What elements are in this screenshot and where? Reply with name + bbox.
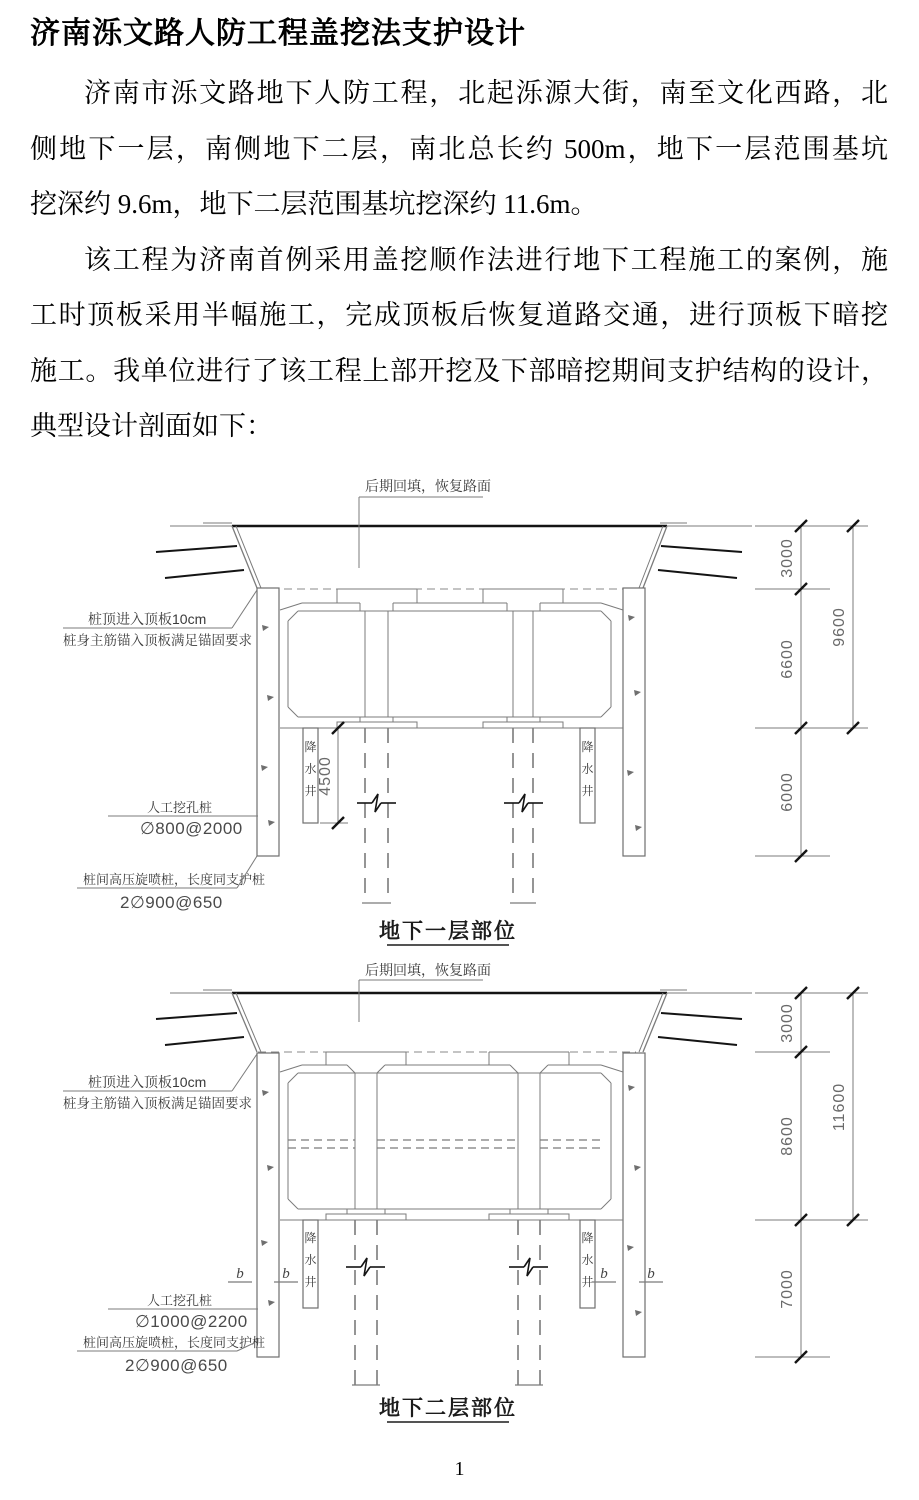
break-symbol — [357, 794, 396, 812]
section-marker-b: b — [282, 1266, 290, 1282]
column-piles — [346, 1220, 548, 1385]
right-well-label: 降水井 — [581, 740, 594, 798]
pile-label: 人工挖孔桩 — [147, 800, 213, 815]
figure2-caption — [379, 1396, 517, 1422]
pile-label: 人工挖孔桩 — [147, 1293, 213, 1308]
dim-7000: 7000 — [779, 1269, 796, 1309]
dim-3000: 3000 — [779, 1003, 796, 1043]
page-title: 济南泺文路人防工程盖挖法支护设计 — [30, 17, 526, 50]
figure2-drawing — [40, 950, 880, 1437]
left-well-label: 降水井 — [304, 740, 317, 798]
paragraph2-line1: 该工程为济南首例采用盖挖顺作法进行地下工程施工的案例，施 — [84, 244, 888, 275]
jet-grout-spec: 2∅900@650 — [120, 893, 223, 912]
paragraph2-line4: 典型设计剖面如下： — [30, 411, 273, 441]
floor-structure — [280, 717, 623, 728]
dewatering-wells — [303, 728, 595, 823]
well-depth-dimension — [317, 722, 348, 829]
column-piles — [357, 728, 543, 903]
columns — [355, 1073, 540, 1209]
dimension-lines — [755, 520, 868, 862]
jet-grout-label: 桩间高压旋喷桩，长度同支护桩 — [83, 1335, 266, 1350]
section-marker-b: b — [647, 1266, 655, 1282]
pile-top-label: 桩顶进入顶板10cm — [88, 1074, 207, 1090]
interior-room — [288, 611, 611, 717]
pile-spec: ∅800@2000 — [140, 819, 243, 838]
paragraph2-line2: 工时顶板采用半幅施工，完成顶板后恢复道路交通，进行顶板下暗挖 — [30, 300, 888, 330]
left-pile-wall — [257, 588, 279, 856]
dewatering-wells — [303, 1220, 595, 1308]
break-symbol — [509, 1258, 548, 1276]
section-marker-b: b — [236, 1266, 244, 1282]
paragraph1-line3: 挖深约 9.6m，地下二层范围基坑挖深约 11.6m。 — [30, 189, 598, 219]
backfill-label: 后期回填，恢复路面 — [365, 962, 491, 978]
jet-grout-spec: 2∅900@650 — [125, 1356, 228, 1375]
pile-anchor-label: 桩身主筋锚入顶板满足锚固要求 — [63, 1096, 252, 1111]
left-annotations — [63, 1054, 265, 1375]
figure1-drawing — [40, 465, 880, 952]
right-pile-wall — [623, 1053, 645, 1357]
middle-slab — [288, 1140, 601, 1148]
left-well-label: 降水井 — [304, 1231, 317, 1289]
pile-anchor-label: 桩身主筋锚入顶板满足锚固要求 — [63, 633, 252, 648]
dim-9600: 9600 — [831, 607, 848, 647]
dim-8600: 8600 — [779, 1116, 796, 1156]
excavation-slopes — [156, 993, 742, 1052]
dim-3000: 3000 — [779, 538, 796, 578]
backfill-annotation — [359, 478, 491, 568]
break-symbol — [504, 794, 543, 812]
dim-6600: 6600 — [779, 639, 796, 679]
section-markers — [228, 1266, 663, 1282]
pile-walls — [257, 1053, 645, 1357]
paragraph2-line3: 施工。我单位进行了该工程上部开挖及下部暗挖期间支护结构的设计， — [30, 355, 888, 386]
page-number: 1 — [454, 1458, 465, 1480]
paragraph1-line1: 济南市泺文路地下人防工程，北起泺源大街，南至文化西路，北 — [84, 78, 888, 108]
left-annotations — [63, 590, 265, 912]
jet-grout-label: 桩间高压旋喷桩，长度同支护桩 — [83, 872, 266, 887]
dimension-lines — [755, 987, 868, 1363]
paragraph1-line2: 侧地下一层，南侧地下二层，南北总长约 500m，地下一层范围基坑 — [30, 133, 888, 164]
excavation-slopes — [156, 526, 742, 588]
ground-surface — [170, 523, 752, 526]
interior-room — [288, 1073, 611, 1209]
roof-structure — [280, 589, 623, 611]
backfill-label: 后期回填，恢复路面 — [365, 478, 491, 494]
floor-structure — [280, 1209, 623, 1220]
roof-structure — [280, 1052, 623, 1073]
pile-top-label: 桩顶进入顶板10cm — [88, 611, 207, 627]
right-well-label: 降水井 — [581, 1231, 594, 1289]
dim-6000: 6000 — [779, 772, 796, 812]
columns — [365, 611, 533, 717]
section-marker-b: b — [600, 1266, 608, 1282]
ground-surface — [170, 990, 752, 993]
caption-text: 地下二层部位 — [379, 1396, 517, 1420]
figure1-caption — [379, 919, 517, 945]
dim-11600: 11600 — [831, 1082, 848, 1132]
left-pile-wall — [257, 1053, 279, 1357]
caption-text: 地下一层部位 — [379, 919, 517, 943]
body-text — [30, 66, 888, 455]
break-symbol — [346, 1258, 385, 1276]
right-pile-wall — [623, 588, 645, 856]
well-depth-text: 4500 — [317, 756, 334, 796]
pile-spec: ∅1000@2200 — [135, 1312, 248, 1331]
